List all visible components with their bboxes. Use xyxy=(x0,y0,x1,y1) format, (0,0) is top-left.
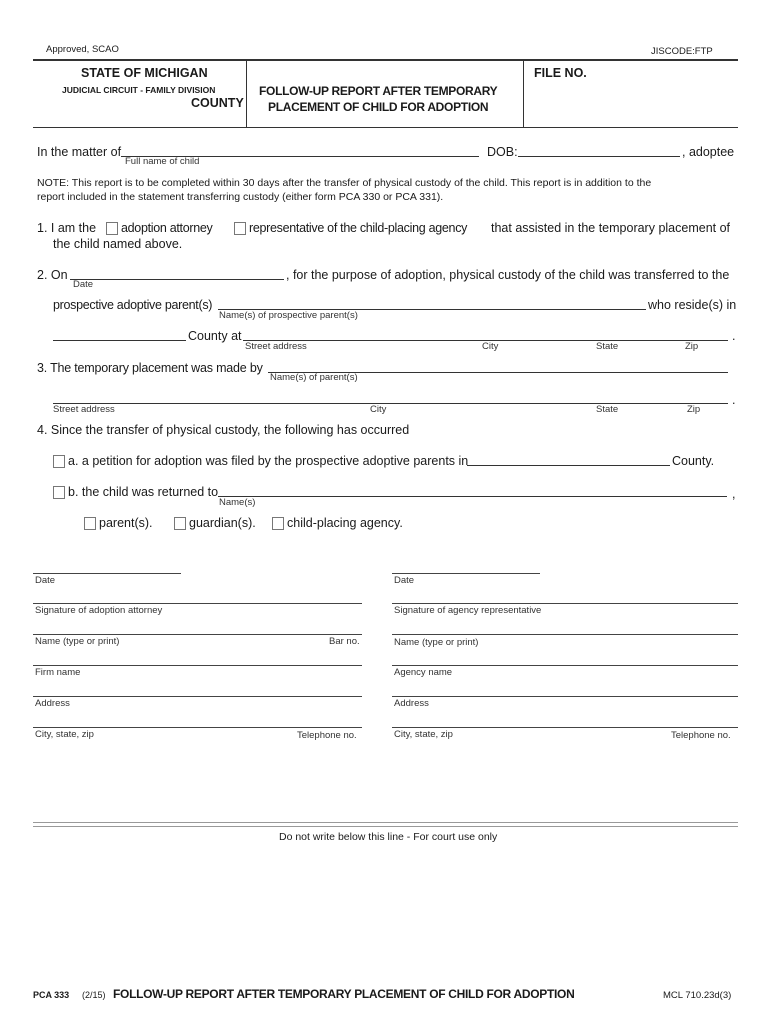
attorney-signature-label: Signature of adoption attorney xyxy=(35,605,163,616)
guardians-checkbox[interactable] xyxy=(174,517,186,530)
header-divider-2 xyxy=(523,60,524,127)
agency-name-field[interactable] xyxy=(392,665,738,666)
court-use-label: Do not write below this line - For court use only xyxy=(279,831,498,843)
mcl-citation: MCL 710.23d(3) xyxy=(663,990,732,1001)
agency-address-field[interactable] xyxy=(392,696,738,697)
zip-label: Zip xyxy=(685,341,699,352)
county-at-label: County at xyxy=(188,329,242,343)
agency-name-label: Agency name xyxy=(394,667,453,678)
returned-to-label: Name(s) xyxy=(219,497,256,508)
attorney-name-field[interactable] xyxy=(33,634,362,635)
agency-option-label: representative of the child-placing agency xyxy=(249,221,468,235)
form-title-line2: PLACEMENT OF CHILD FOR ADOPTION xyxy=(268,100,489,114)
attorney-signature-field[interactable] xyxy=(33,603,362,604)
state-label: State xyxy=(596,341,619,352)
matter-intro: In the matter of xyxy=(37,145,122,159)
street-label: Street address xyxy=(245,341,307,352)
dob-field[interactable] xyxy=(518,156,680,157)
file-no-label: FILE NO. xyxy=(534,66,587,80)
guardians-option-label: guardian(s). xyxy=(189,516,256,530)
prospective-parents-label: Name(s) of prospective parent(s) xyxy=(219,310,358,321)
agency-rep-name-field[interactable] xyxy=(392,634,738,635)
court-use-divider xyxy=(33,822,738,827)
agency-signature-label: Signature of agency representative xyxy=(394,605,542,616)
agency-returned-checkbox[interactable] xyxy=(272,517,284,530)
item2-lead: 2. On xyxy=(37,268,68,282)
form-title-line1: FOLLOW-UP REPORT AFTER TEMPORARY xyxy=(259,84,498,98)
firm-name-field[interactable] xyxy=(33,665,362,666)
adoptee-label: , adoptee xyxy=(682,145,735,159)
attorney-option-label: adoption attorney xyxy=(121,221,213,235)
attorney-checkbox[interactable] xyxy=(106,222,118,235)
reside-county-field[interactable] xyxy=(53,340,186,341)
parents-checkbox[interactable] xyxy=(84,517,96,530)
header-bottom-rule xyxy=(33,127,738,128)
petition-filed-label: a. a petition for adoption was filed by the prospective adoptive parents in xyxy=(68,454,469,468)
header-divider-1 xyxy=(246,60,247,127)
child-returned-checkbox[interactable] xyxy=(53,486,65,499)
attorney-address-label: Address xyxy=(35,698,70,709)
form-revision: (2/15) xyxy=(82,990,106,1000)
petition-county-field[interactable] xyxy=(467,465,670,466)
prospective-parents-lead: prospective adoptive parent(s) xyxy=(53,298,213,312)
bar-no-label: Bar no. xyxy=(329,636,360,647)
placement-state-label: State xyxy=(596,404,619,415)
form-id: PCA 333 xyxy=(33,990,70,1000)
attorney-address-field[interactable] xyxy=(33,696,362,697)
state-label: STATE OF MICHIGAN xyxy=(81,66,208,80)
address-period: . xyxy=(732,329,736,343)
attorney-date-label: Date xyxy=(35,575,56,586)
item1-lead: 1. I am the xyxy=(37,221,97,235)
petition-county-label: County. xyxy=(672,454,715,468)
jis-code: JISCODE:FTP xyxy=(651,46,713,57)
transfer-date-field[interactable] xyxy=(70,279,284,280)
circuit-label: JUDICIAL CIRCUIT - FAMILY DIVISION xyxy=(62,85,216,95)
child-returned-label: b. the child was returned to xyxy=(68,485,219,499)
agency-address-label: Address xyxy=(394,698,429,709)
reside-label: who reside(s) in xyxy=(648,298,737,312)
city-label: City xyxy=(482,341,499,352)
firm-name-label: Firm name xyxy=(35,667,81,678)
agency-city-label: City, state, zip xyxy=(394,729,453,740)
agency-phone-label: Telephone no. xyxy=(671,730,731,741)
placement-city-label: City xyxy=(370,404,387,415)
attorney-date-field[interactable] xyxy=(33,573,181,574)
attorney-name-label: Name (type or print) xyxy=(35,636,120,647)
attorney-phone-label: Telephone no. xyxy=(297,730,357,741)
item1-tail: that assisted in the temporary placement of xyxy=(491,221,731,235)
approved-scao: Approved, SCAO xyxy=(46,44,119,55)
returned-to-field[interactable] xyxy=(218,496,727,497)
attorney-city-label: City, state, zip xyxy=(35,729,94,740)
attorney-city-field[interactable] xyxy=(33,727,362,728)
agency-rep-name-label: Name (type or print) xyxy=(394,637,479,648)
item3-lead: 3. The temporary placement was made by xyxy=(37,361,263,375)
placement-address-period: . xyxy=(732,393,736,407)
returned-to-comma: , xyxy=(732,487,736,501)
child-name-label: Full name of child xyxy=(125,156,200,167)
header-top-rule xyxy=(33,59,738,61)
placement-street-label: Street address xyxy=(53,404,115,415)
agency-date-field[interactable] xyxy=(392,573,540,574)
note-line2: report included in the statement transferring custody (either form PCA 330 or PCA 331). xyxy=(37,191,444,203)
item2-purpose: , for the purpose of adoption, physical custody of the child was transferred to the xyxy=(286,268,730,282)
note-line1: NOTE: This report is to be completed within 30 days after the transfer of physical custody of the child. This report is in addition to the xyxy=(37,177,652,189)
dob-label: DOB: xyxy=(487,145,518,159)
item4-lead: 4. Since the transfer of physical custody, the following has occurred xyxy=(37,423,410,437)
petition-filed-checkbox[interactable] xyxy=(53,455,65,468)
item1-line2: the child named above. xyxy=(53,237,183,251)
footer-title: FOLLOW-UP REPORT AFTER TEMPORARY PLACEMENT OF CHILD FOR ADOPTION xyxy=(113,987,575,1001)
agency-city-field[interactable] xyxy=(392,727,738,728)
placement-zip-label: Zip xyxy=(687,404,701,415)
agency-checkbox[interactable] xyxy=(234,222,246,235)
county-label: COUNTY xyxy=(191,96,244,110)
transfer-date-label: Date xyxy=(73,279,94,290)
agency-signature-field[interactable] xyxy=(392,603,738,604)
parents-option-label: parent(s). xyxy=(99,516,153,530)
agency-date-label: Date xyxy=(394,575,415,586)
agency-returned-label: child-placing agency. xyxy=(287,516,403,530)
placement-parents-label: Name(s) of parent(s) xyxy=(270,372,358,383)
placement-address-field[interactable] xyxy=(53,403,728,404)
